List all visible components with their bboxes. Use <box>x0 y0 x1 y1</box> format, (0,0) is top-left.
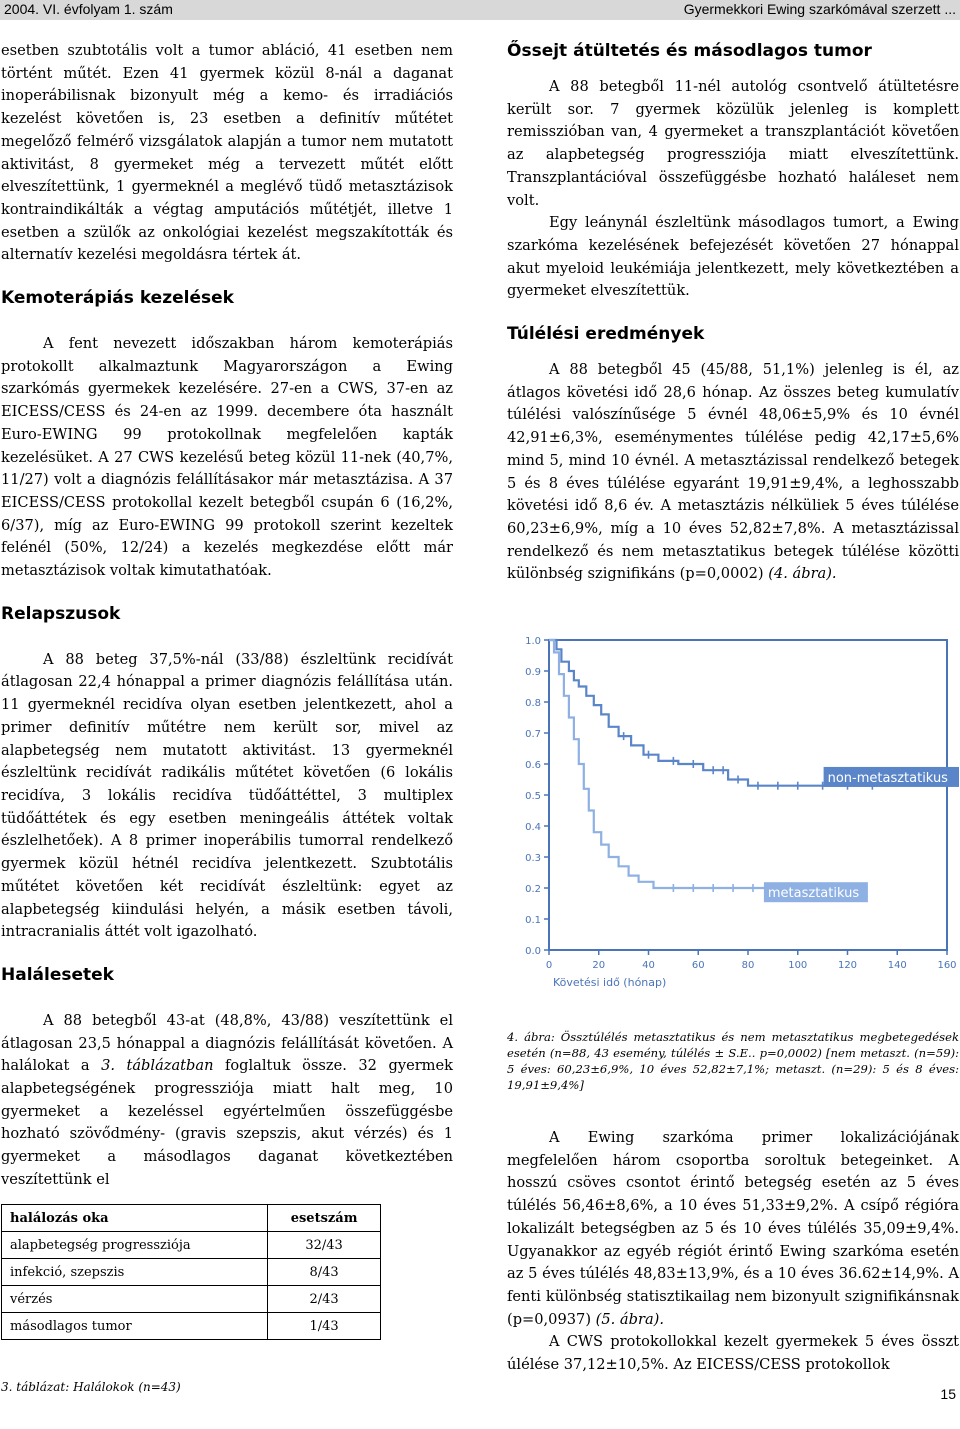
table-row: vérzés 2/43 <box>2 1286 381 1313</box>
x-tick-label: 160 <box>937 960 957 971</box>
y-tick-label: 0.1 <box>525 915 541 926</box>
table-header-count: esetszám <box>268 1205 381 1232</box>
relapszusok-paragraph: A 88 beteg 37,5%-nál (33/88) észleltünk recidívát átlagosan 22,4 hónappal a primer diagnózis felállítása után. 11 gyermeknél recidíva olyan esetben jelentkezett, ahol a primer definitív műtétre nem került sor, mivel az alapbetegség nem mutatott aktivitást. 13 gyermeknél észleltünk recidívát radikális műtétet követően (6 lokális recidíva, 3 lokális recidíva tüdőáttéttel, 3 multiplex tüdőáttétek és egy esetben meningeális áttétek voltak észlelhetőek). A 8 primer inoperábilis tumorral rendelkező gyermek közül hétnél recidíva jelentkezett. Szubtotális műtétet követően két recidívát észleltünk: egyet az alapbetegség kiindulási helyén, a másik esetben távoli, intracranialis áttét volt igazolható. <box>1 650 453 941</box>
ossejt-paragraph-1: A 88 betegből 11-nél autológ csontvelő átültetésre került sor. 7 gyermek közülük jelenleg is komplett remisszióban van, 4 gyermeket a transzplantációt követően az alapbetegség progressziója miatt elveszítettünk. Transzplantációval összefüggésbe hozható haláleset nem volt. <box>507 78 959 209</box>
figure-reference: (5. ábra). <box>595 1310 664 1328</box>
label-non-metasztatikus: non-metasztatikus <box>827 770 948 786</box>
table-caption: 3. táblázat: Halálokok (n=43) <box>1 1380 181 1394</box>
table-row: infekció, szepszis 8/43 <box>2 1259 381 1286</box>
lokalizacio-paragraph: A Ewing szarkóma primer lokalizációjának megfelelően három csoportba soroltuk betegeinket. A hosszú csöves csontot érintő betegség esetén az 5 éves túlélés 56,46±8,6%, a 10 éves 51,33±9,2%. A csípő régióra lokalizált betegségben az 5 és 10 éves túlélés 35,09±9,4%. Ugyanakkor az egyéb régiót érintő Ewing szarkóma esetén az 5 éves túlélés 48,83±13,9%, és a 10 éves 36.62±14,9%. A fenti különbség statisztikailag nem bizonyult szignifikánsnak (p=0,0937) (5. ábra). <box>507 1129 959 1328</box>
survival-chart-svg <box>507 632 959 1014</box>
x-tick-label: 80 <box>741 960 755 971</box>
y-tick-label: 0.5 <box>525 791 541 802</box>
section-heading-ossejt: Őssejt átültetés és másodlagos tumor <box>507 41 872 61</box>
right-column-lower <box>507 1127 959 1377</box>
journal-issue: 2004. VI. évfolyam 1. szám <box>4 1 173 17</box>
x-tick-label: 140 <box>887 960 907 971</box>
left-column <box>1 40 453 1192</box>
table-row: másodlagos tumor 1/43 <box>2 1313 381 1340</box>
label-metasztatikus: metasztatikus <box>767 886 860 902</box>
running-header <box>0 0 960 20</box>
y-tick-label: 0.4 <box>525 822 541 833</box>
y-tick-label: 0.2 <box>525 884 541 895</box>
survival-chart <box>507 632 959 1014</box>
article-short-title: Gyermekkori Ewing szarkómával szerzett ... <box>683 1 956 17</box>
figure-caption-number: 4. ábra: <box>507 1030 555 1044</box>
y-tick-label: 1.0 <box>525 636 541 647</box>
intro-paragraph: esetben szubtotális volt a tumor abláció, 41 esetben nem történt műtét. Ezen 41 gyermek közül 8-nál a daganat inoperábilisnak bizonyult még a kemo- és irradiációs kezelést követően is, 23 esetben a definitív műtétet megelőző felmérő vizsgálatok alapján a tumor nem mutatott aktivitást, 8 gyermeket még a tervezett műtét előtt elveszítettünk, 1 gyermeknél a meglévő tüdő metasztázisok kontraindikálták a végtag amputációs műtétjét, illetve 1 esetben a szülők az onkológiai kezelést megszakították és alternatív kezelési megoldásra tértek át. <box>1 42 453 264</box>
cws-paragraph: A CWS protokollokkal kezelt gyermekek 5 éves összt úlélése 37,12±10,5%. Az EICESS/CESS protokollok <box>507 1333 959 1374</box>
y-tick-label: 0.0 <box>525 946 541 957</box>
x-axis-label: Követési idő (hónap) <box>553 976 667 989</box>
right-column <box>507 40 959 586</box>
y-tick-label: 0.7 <box>525 729 541 740</box>
tulelesi-paragraph: A 88 betegből 45 (45/88, 51,1%) jelenleg is él, az átlagos követési idő 28,6 hónap. Az összes beteg kumulatív túlélési valószínűsége 5 évnél 48,06±5,9% és 10 évnél 42,91±6,3%, eseménymentes túlélése pedig 42,17±5,6% mind 5, mind 10 évnél. A metasztázissal rendelkező betegek 5 és 8 éves túlélése egyaránt 19,91±9,4%, a leghosszabb követési idő 8,6 év. A metasztázis nélküliek 5 éves túlélése 60,23±6,9%, míg a 10 éves 52,82±7,8%. A metasztázissal rendelkező és nem metasztatikus betegek túlélése közötti különbség szignifikáns (p=0,0002) (4. ábra). <box>507 361 959 583</box>
table-header-cause: halálozás oka <box>2 1205 268 1232</box>
y-tick-label: 0.3 <box>525 853 541 864</box>
section-heading-halalesetek: Halálesetek <box>1 964 114 985</box>
table-reference: 3. táblázatban <box>101 1057 214 1075</box>
figure-caption-text: Össztúlélés metasztatikus és nem metasztatikus megbetegedések esetén (n=88, 43 esemény, túlélés ± S.E.. p=0,0002) [nem metaszt. (n=59): 5 éves: 60,23±6,9%, 10 éves 52,82±7,1%; metaszt. (n=29): 5 és 8 éves: 19,91±9,4%] <box>507 1030 959 1092</box>
table-row: alapbetegség progressziója 32/43 <box>2 1232 381 1259</box>
halalesetek-paragraph: A 88 betegből 43-at (48,8%, 43/88) veszítettünk el átlagosan 23,5 hónappal a diagnózis felállítását követően. A halálokat a 3. táblázatban foglaltuk össze. 32 gyermek alapbetegségének progressziója miatt halt meg, 10 gyermeket a kezeléssel egyértelműen összefüggésbe hozható szövődmény- (gravis szepszis, akut vérzés) és 1 gyermeket a másodlagos daganat következtében veszítettünk el <box>1 1011 453 1188</box>
section-heading-relapszusok: Relapszusok <box>1 603 121 624</box>
section-heading-kemoterapia: Kemoterápiás kezelések <box>1 288 234 309</box>
y-tick-label: 0.9 <box>525 667 541 678</box>
x-tick-label: 100 <box>788 960 808 971</box>
x-tick-label: 120 <box>837 960 858 971</box>
page-number: 15 <box>940 1386 956 1402</box>
x-tick-label: 0 <box>545 960 553 971</box>
figure-caption <box>507 1029 959 1093</box>
table-header-row <box>2 1205 381 1232</box>
series-non-metasztatikus <box>549 640 877 786</box>
x-tick-label: 60 <box>691 960 705 971</box>
x-tick-label: 20 <box>592 960 606 971</box>
kemoterapia-paragraph: A fent nevezett időszakban három kemoterápiás protokollt alkalmaztunk Magyarországon a Ewing szarkómás gyermekek kezelésére. 27-en a CWS, 37-en az EICESS/CESS és 24-en az 1999. decembere óta használt Euro-EWING 99 protokollnak megfelelően kapták kezelésüket. A 27 CWS kezelésű beteg közül 11-nek (40,7%, 11/27) volt a diagnózis felállításakor már metasztázisa. A 37 EICESS/CESS protokollal kezelt betegből csupán 6 (16,2%, 6/37), míg az Euro-EWING 99 protokoll szerint kezeltek felénél (50%, 12/24) a kezelés megkezdése előtt már metasztázisok voltak kimutathatóak. <box>1 335 453 580</box>
ossejt-paragraph-2: Egy leánynál észleltünk másodlagos tumort, a Ewing szarkóma kezelésének befejezését követően 27 hónappal akut myeloid leukémiája jelentkezett, mely következtében a gyermeket elveszítettük. <box>507 214 959 300</box>
x-tick-label: 40 <box>642 960 655 971</box>
death-causes-table <box>1 1204 381 1340</box>
section-heading-tulelesi: Túlélési eredmények <box>507 324 705 345</box>
y-tick-label: 0.6 <box>525 760 541 771</box>
y-tick-label: 0.8 <box>525 698 541 709</box>
plot-frame <box>549 640 947 950</box>
figure-reference: (4. ábra). <box>768 565 837 583</box>
